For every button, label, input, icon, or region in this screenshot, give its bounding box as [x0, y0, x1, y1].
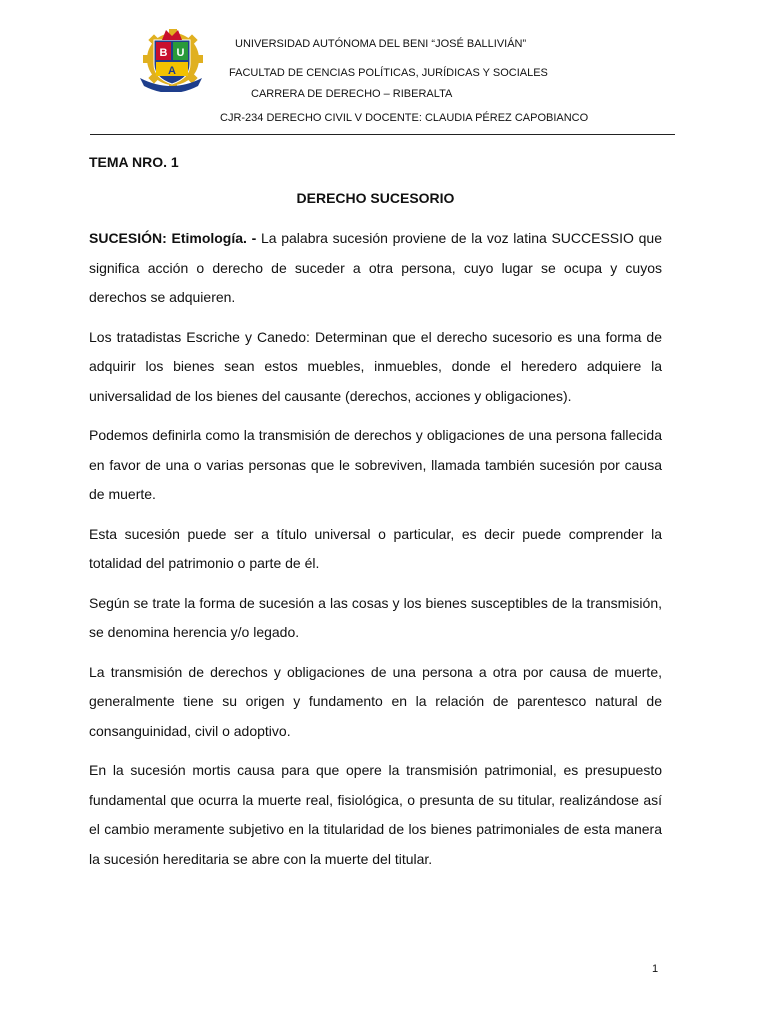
paragraph-3: Podemos definirla como la transmisión de derechos y obligaciones de una persona fallecida en favor de una o varias personas que le sobreviven, llamada también sucesión por causa de muerte.: [89, 427, 662, 502]
logo-letter-u: U: [176, 47, 185, 59]
document-body: [89, 150, 662, 884]
header-divider: [90, 134, 675, 135]
header-course: CJR-234 DERECHO CIVIL V DOCENTE: CLAUDIA PÉREZ CAPOBIANCO: [220, 112, 589, 124]
paragraph-4: Esta sucesión puede ser a título universal o particular, es decir puede comprender la totalidad del patrimonio o parte de él.: [89, 525, 662, 571]
header-faculty: FACULTAD DE CENCIAS POLÍTICAS, JURÍDICAS Y SOCIALES: [229, 67, 548, 79]
header-career: CARRERA DE DERECHO – RIBERALTA: [251, 88, 453, 100]
header-university: UNIVERSIDAD AUTÓNOMA DEL BENI “JOSÉ BALLIVIÁN”: [235, 38, 527, 50]
logo-letter-b: B: [159, 47, 168, 59]
paragraph-1-text: La palabra sucesión proviene de la voz latina SUCCESSIO que significa acción o derecho de suceder a otra persona, cuyo lugar se ocupa y cuyos derechos se adquieren.: [89, 230, 662, 305]
paragraph-5: Según se trate la forma de sucesión a las cosas y los bienes susceptibles de la transmisión, se denomina herencia y/o legado.: [89, 594, 662, 640]
university-logo-icon: [136, 22, 206, 92]
paragraph-6: La transmisión de derechos y obligaciones de una persona a otra por causa de muerte, generalmente tiene su origen y fundamento en la relación de parentesco natural de consanguinidad, civil o adoptivo.: [89, 663, 662, 739]
paragraph-7: En la sucesión mortis causa para que opere la transmisión patrimonial, es presupuesto fundamental que ocurra la muerte real, fisiológica, o presunta de su titular, realizándose así el cambio meramente subjetivo en la titularidad de los bienes patrimoniales de esta manera la sucesión hereditaria se abre con la muerte del titular.: [89, 762, 662, 867]
paragraph-2: Los tratadistas Escriche y Canedo: Determinan que el derecho sucesorio es una forma de adquirir los bienes sean estos muebles, inmuebles, donde el heredero adquiere la universalidad de los bienes del causante (derechos, acciones y obligaciones).: [89, 328, 662, 404]
topic-number: TEMA NRO. 1: [89, 154, 179, 170]
term-heading: SUCESIÓN: Etimología. -: [89, 230, 257, 246]
page-number: 1: [652, 963, 659, 975]
logo-letter-a: A: [168, 65, 176, 77]
paragraph-1: [89, 224, 662, 313]
document-title: DERECHO SUCESORIO: [296, 190, 455, 206]
